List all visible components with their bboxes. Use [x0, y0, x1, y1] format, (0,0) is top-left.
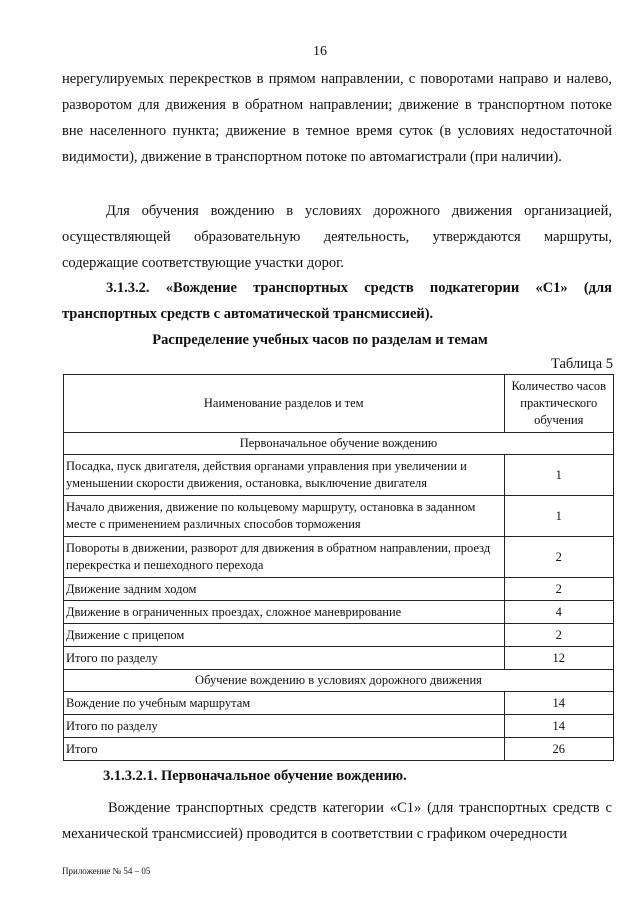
- subtotal-label-cell: Итого по разделу: [64, 715, 505, 738]
- table-row: [64, 455, 614, 496]
- topic-hours-cell: 2: [504, 537, 614, 578]
- subtotal-hours-cell: 14: [504, 715, 614, 738]
- section-row: [64, 670, 614, 692]
- header-name-cell: Наименование разделов и тем: [64, 375, 505, 433]
- subtotal-row: [64, 647, 614, 670]
- subtotal-hours-cell: 12: [504, 647, 614, 670]
- table-header-row: [64, 375, 614, 433]
- table-row: [64, 537, 614, 578]
- table-label: Таблица 5: [550, 356, 613, 372]
- topic-hours-cell: 1: [504, 455, 614, 496]
- topic-hours-cell: 1: [504, 496, 614, 537]
- header-hours-cell: Количество часов практического обучения: [504, 375, 614, 433]
- topic-hours-cell: 2: [504, 624, 614, 647]
- topic-name-cell: Движение в ограниченных проездах, сложное маневрирование: [64, 601, 505, 624]
- section-row: [64, 433, 614, 455]
- section-title-cell: Обучение вождению в условиях дорожного движения: [64, 670, 614, 692]
- subtotal-row: [64, 715, 614, 738]
- body-paragraph-2: Для обучения вождению в условиях дорожного движения организацией, осуществляющей образовательную деятельность, утверждаются маршруты, содержащие соответствующие участки дорог.: [62, 203, 612, 271]
- section-heading: 3.1.3.2. «Вождение транспортных средств подкатегории «С1» (для транспортных средств с автоматической трансмиссией).: [62, 280, 612, 322]
- topic-hours-cell: 4: [504, 601, 614, 624]
- topic-name-cell: Повороты в движении, разворот для движения в обратном направлении, проезд перекрестка и пешеходного перехода: [64, 537, 505, 578]
- topic-hours-cell: 2: [504, 578, 614, 601]
- table-row: [64, 601, 614, 624]
- total-hours-cell: 26: [504, 738, 614, 761]
- topic-name-cell: Посадка, пуск двигателя, действия органами управления при увеличении и уменьшении скорости движения, остановка, выключение двигателя: [64, 455, 505, 496]
- page-footer: Приложение № 54 – 05: [62, 866, 151, 876]
- subtotal-label-cell: Итого по разделу: [64, 647, 505, 670]
- topic-name-cell: Движение с прицепом: [64, 624, 505, 647]
- topic-name-cell: Движение задним ходом: [64, 578, 505, 601]
- table-row: [64, 578, 614, 601]
- hours-table: [63, 374, 614, 761]
- table-row: [64, 624, 614, 647]
- topic-name-cell: Начало движения, движение по кольцевому маршруту, остановка в заданном месте с применением различных способов торможения: [64, 496, 505, 537]
- total-row: [64, 738, 614, 761]
- page-number: 16: [313, 44, 327, 59]
- body-paragraph-1: нерегулируемых перекрестков в прямом направлении, с поворотами направо и налево, разворотом для движения в обратном направлении; движение в транспортном потоке вне населенного пункта; движение в темное время суток (в условиях недостаточной видимости), движение в транспортном потоке по автомагистрали (при наличии).: [62, 71, 612, 165]
- topic-hours-cell: 14: [504, 692, 614, 715]
- table-title: Распределение учебных часов по разделам и темам: [152, 332, 488, 348]
- total-label-cell: Итого: [64, 738, 505, 761]
- topic-name-cell: Вождение по учебным маршрутам: [64, 692, 505, 715]
- table-row: [64, 496, 614, 537]
- table-row: [64, 692, 614, 715]
- sub-heading: 3.1.3.2.1. Первоначальное обучение вождению.: [103, 768, 407, 784]
- body-paragraph-3: Вождение транспортных средств категории «С1» (для транспортных средств с механической трансмиссией) проводится в соответствии с графиком очередности: [62, 800, 612, 842]
- section-title-cell: Первоначальное обучение вождению: [64, 433, 614, 455]
